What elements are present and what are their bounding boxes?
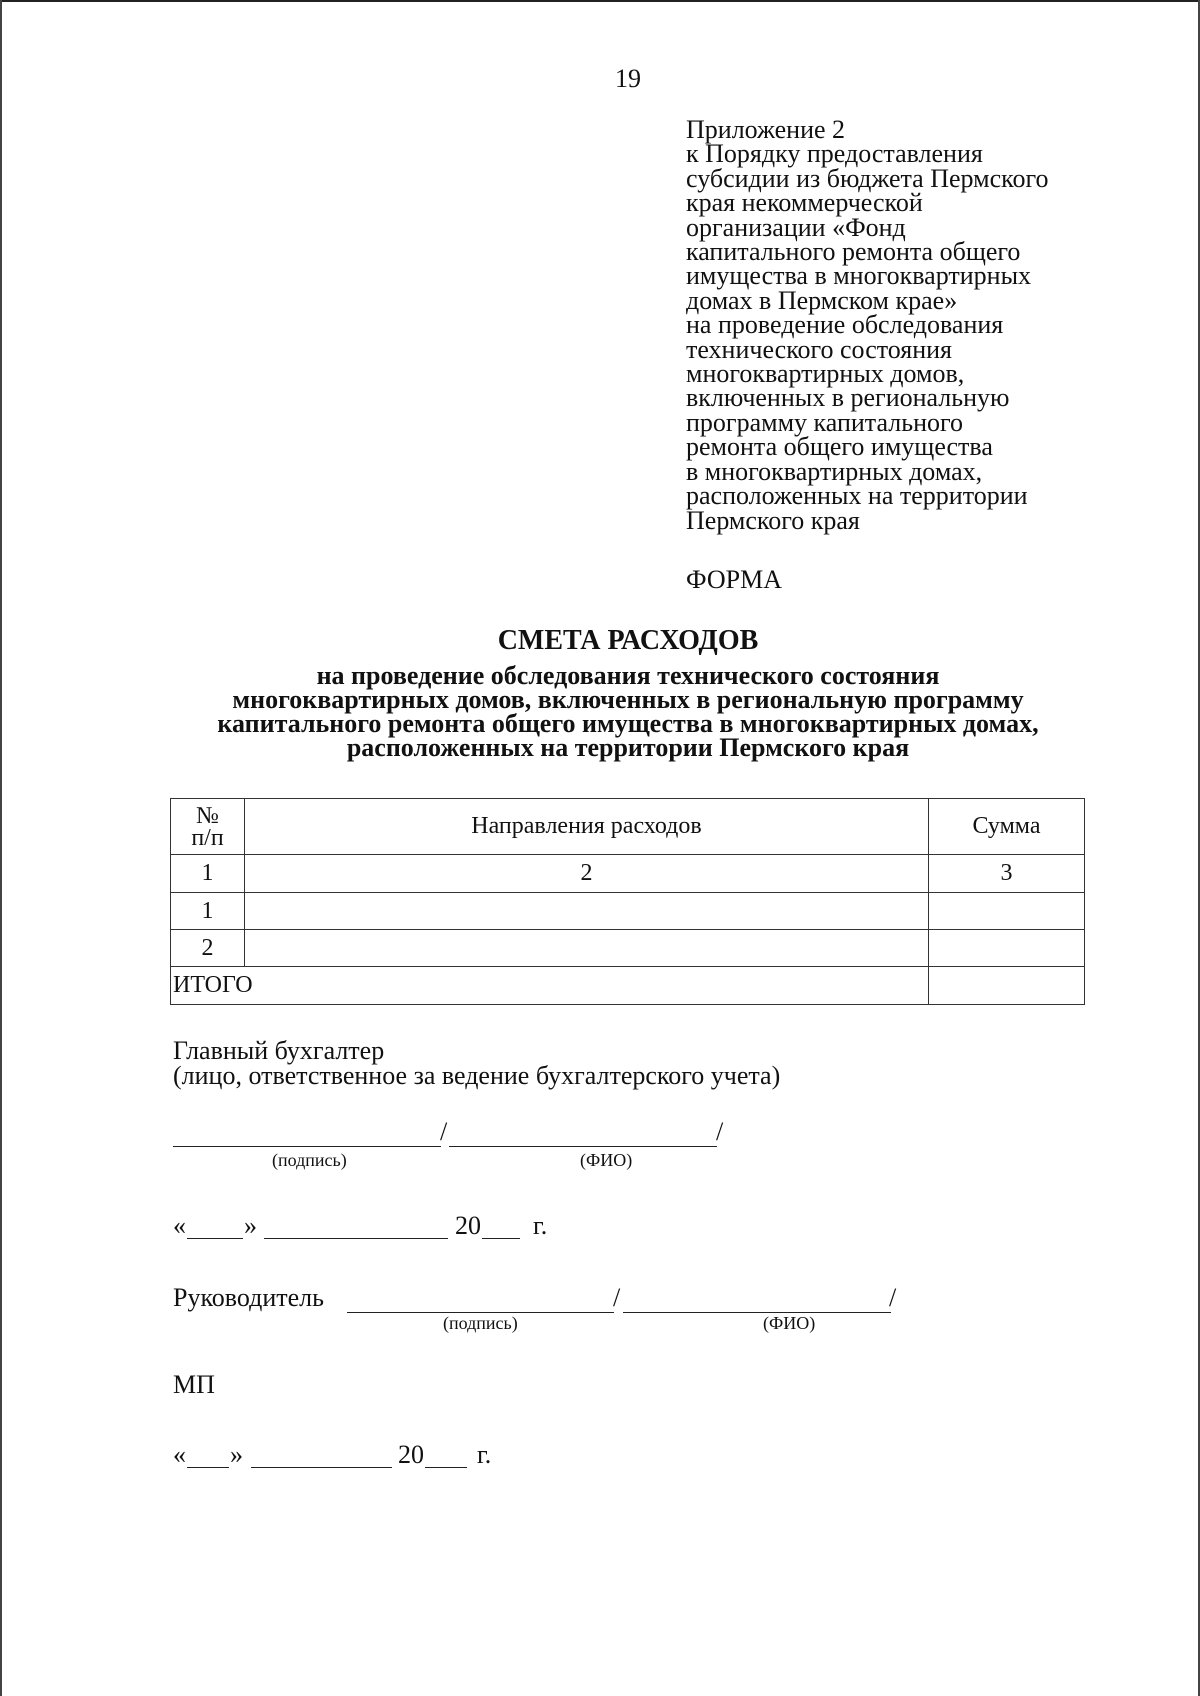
appendix-line: организации «Фонд xyxy=(686,212,906,242)
accountant-slash-end: / xyxy=(716,1117,724,1146)
table-total-row xyxy=(171,967,1085,1005)
director-signature-caption: (подпись) xyxy=(443,1313,518,1333)
accountant-slash: / xyxy=(440,1117,448,1146)
date1-month-line[interactable] xyxy=(264,1238,448,1239)
accountant-name-caption: (ФИО) xyxy=(580,1150,633,1170)
appendix-line: на проведение обследования xyxy=(686,310,1004,340)
director-slash: / xyxy=(613,1283,621,1312)
header-direction: Направления расходов xyxy=(245,799,929,855)
appendix-line: домах в Пермском крае» xyxy=(686,285,958,315)
index-cell: 1 xyxy=(171,855,245,893)
form-label: ФОРМА xyxy=(686,565,782,594)
director-slash-end: / xyxy=(889,1283,897,1312)
accountant-signature-caption: (подпись) xyxy=(272,1150,347,1170)
accountant-signature-line[interactable] xyxy=(173,1146,441,1147)
subtitle-line: расположенных на территории Пермского края xyxy=(346,733,910,762)
subtitle-line: капитального ремонта общего имущества в многоквартирных домах, xyxy=(217,709,1039,738)
director-label: Руководитель xyxy=(173,1283,324,1312)
appendix-line: Приложение 2 xyxy=(686,115,846,144)
date2-open-quote: « xyxy=(173,1440,186,1469)
date2-month-line[interactable] xyxy=(251,1467,392,1468)
header-number xyxy=(171,799,245,855)
appendix-line: имущества в многоквартирных xyxy=(686,261,1032,291)
appendix-line: Пермского края xyxy=(686,505,860,535)
date1-open-quote: « xyxy=(173,1211,186,1240)
total-sum[interactable] xyxy=(929,967,1085,1005)
appendix-line: края некоммерческой xyxy=(686,188,923,218)
appendix-line: ремонта общего имущества xyxy=(686,432,993,462)
date2-year-line[interactable] xyxy=(425,1467,467,1468)
row-direction[interactable] xyxy=(245,930,929,967)
row-number: 1 xyxy=(171,893,245,930)
total-label: ИТОГО xyxy=(171,967,929,1005)
header-number-line2: п/п xyxy=(191,824,224,851)
date1-year-prefix: 20 xyxy=(455,1211,481,1240)
page-border-left xyxy=(0,0,2,1696)
document-subtitle xyxy=(0,661,1200,762)
header-number-line1: № xyxy=(196,802,219,829)
estimate-table xyxy=(170,798,1085,1005)
subtitle-line: на проведение обследования технического состояния xyxy=(316,661,940,690)
appendix-line: расположенных на территории xyxy=(686,481,1028,511)
table-index-row xyxy=(171,855,1085,893)
accountant-title: Главный бухгалтер xyxy=(173,1036,385,1065)
accountant-name-line[interactable] xyxy=(449,1146,717,1147)
appendix-line: капитального ремонта общего xyxy=(686,237,1021,267)
appendix-line: в многоквартирных домах, xyxy=(686,456,983,486)
table-header-row xyxy=(171,799,1085,855)
date2-close-quote: » xyxy=(230,1440,243,1469)
row-sum[interactable] xyxy=(929,930,1085,967)
document-title: СМЕТА РАСХОДОВ xyxy=(497,625,759,656)
date1-day-line[interactable] xyxy=(187,1238,243,1239)
row-sum[interactable] xyxy=(929,893,1085,930)
table-row xyxy=(171,930,1085,967)
accountant-subtitle: (лицо, ответственное за ведение бухгалтерского учета) xyxy=(173,1061,781,1090)
row-direction[interactable] xyxy=(245,893,929,930)
appendix-line: многоквартирных домов, xyxy=(686,359,965,389)
appendix-line: программу капитального xyxy=(686,407,963,437)
subtitle-line: многоквартирных домов, включенных в региональную программу xyxy=(232,685,1024,714)
date2-year-suffix: г. xyxy=(477,1440,492,1469)
director-name-line[interactable] xyxy=(623,1312,891,1313)
appendix-line: включенных в региональную xyxy=(686,383,1010,413)
date2-day-line[interactable] xyxy=(187,1467,229,1468)
date1-year-suffix: г. xyxy=(533,1211,548,1240)
page-border-top xyxy=(0,0,1200,2)
appendix-line: субсидии из бюджета Пермского xyxy=(686,163,1049,193)
date1-year-line[interactable] xyxy=(482,1238,520,1239)
date2-year-prefix: 20 xyxy=(398,1440,424,1469)
index-cell: 2 xyxy=(245,855,929,893)
appendix-line: технического состояния xyxy=(686,334,953,364)
appendix-block xyxy=(686,115,1106,535)
table-row xyxy=(171,893,1085,930)
date1-close-quote: » xyxy=(244,1211,257,1240)
appendix-line: к Порядку предоставления xyxy=(686,139,983,169)
index-cell: 3 xyxy=(929,855,1085,893)
header-sum: Сумма xyxy=(929,799,1085,855)
page-number: 19 xyxy=(615,64,641,93)
director-name-caption: (ФИО) xyxy=(763,1313,816,1333)
stamp-label: МП xyxy=(173,1370,215,1399)
row-number: 2 xyxy=(171,930,245,967)
